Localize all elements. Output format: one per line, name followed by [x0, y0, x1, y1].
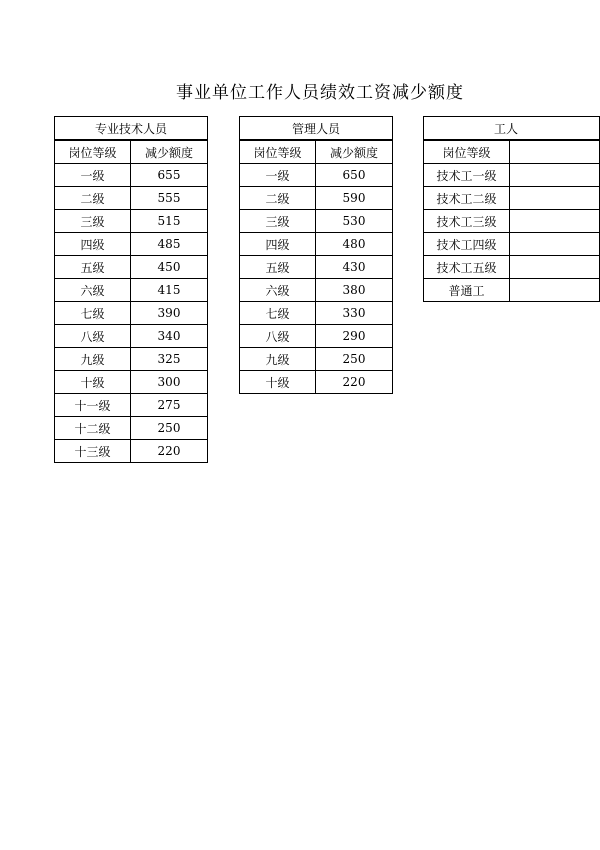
amount-cell: 450 — [131, 256, 208, 279]
table-row — [240, 164, 393, 187]
column-header-amount: 减少额度 — [316, 140, 393, 164]
table-row — [240, 279, 393, 302]
worker-table — [423, 116, 600, 302]
group-header-row — [424, 117, 600, 141]
table-row — [240, 210, 393, 233]
table-row — [240, 371, 393, 394]
amount-cell: 275 — [131, 394, 208, 417]
amount-cell: 655 — [131, 164, 208, 187]
column-header-level: 岗位等级 — [240, 140, 316, 164]
page-title: 事业单位工作人员绩效工资减少额度 — [176, 83, 464, 103]
column-header-level: 岗位等级 — [55, 140, 131, 164]
amount-cell: 330 — [316, 302, 393, 325]
level-cell: 十级 — [55, 371, 131, 394]
level-cell: 二级 — [240, 187, 316, 210]
amount-cell: 555 — [131, 187, 208, 210]
amount-cell — [510, 187, 600, 210]
column-header-level: 岗位等级 — [424, 140, 510, 164]
table-row — [55, 348, 208, 371]
column-header-row — [240, 140, 393, 164]
table-row — [424, 256, 600, 279]
table-row — [240, 256, 393, 279]
table-row — [240, 302, 393, 325]
amount-cell: 250 — [131, 417, 208, 440]
amount-cell: 390 — [131, 302, 208, 325]
level-cell: 六级 — [55, 279, 131, 302]
level-cell: 技术工二级 — [424, 187, 510, 210]
level-cell: 三级 — [240, 210, 316, 233]
level-cell: 七级 — [240, 302, 316, 325]
level-cell: 一级 — [55, 164, 131, 187]
table-row — [55, 417, 208, 440]
level-cell: 四级 — [240, 233, 316, 256]
column-header-amount: 减少额度 — [131, 140, 208, 164]
amount-cell: 650 — [316, 164, 393, 187]
table-row — [424, 164, 600, 187]
amount-cell: 480 — [316, 233, 393, 256]
level-cell: 普通工 — [424, 279, 510, 302]
level-cell: 十级 — [240, 371, 316, 394]
table-row — [55, 279, 208, 302]
amount-cell: 590 — [316, 187, 393, 210]
amount-cell: 300 — [131, 371, 208, 394]
amount-cell — [510, 256, 600, 279]
level-cell: 五级 — [240, 256, 316, 279]
amount-cell: 325 — [131, 348, 208, 371]
level-cell: 八级 — [240, 325, 316, 348]
amount-cell: 380 — [316, 279, 393, 302]
group-header-row — [55, 117, 208, 141]
table-row — [424, 187, 600, 210]
table-row — [240, 348, 393, 371]
group-header: 工人 — [424, 117, 600, 141]
column-header-amount — [510, 140, 600, 164]
table-row — [55, 256, 208, 279]
table-row — [424, 279, 600, 302]
table-row — [55, 187, 208, 210]
tech-table — [54, 116, 208, 463]
table-row — [55, 440, 208, 463]
table-row — [424, 210, 600, 233]
table-row — [55, 233, 208, 256]
amount-cell: 220 — [316, 371, 393, 394]
level-cell: 十一级 — [55, 394, 131, 417]
table-row — [55, 394, 208, 417]
amount-cell: 430 — [316, 256, 393, 279]
amount-cell — [510, 233, 600, 256]
level-cell: 技术工一级 — [424, 164, 510, 187]
amount-cell — [510, 210, 600, 233]
table-row — [55, 302, 208, 325]
group-header-row — [240, 117, 393, 141]
level-cell: 技术工五级 — [424, 256, 510, 279]
table-row — [55, 164, 208, 187]
table-row — [240, 325, 393, 348]
amount-cell: 515 — [131, 210, 208, 233]
level-cell: 五级 — [55, 256, 131, 279]
level-cell: 十三级 — [55, 440, 131, 463]
amount-cell: 220 — [131, 440, 208, 463]
table-row — [240, 187, 393, 210]
column-header-row — [424, 140, 600, 164]
table-row — [240, 233, 393, 256]
level-cell: 一级 — [240, 164, 316, 187]
table-row — [55, 371, 208, 394]
group-header: 管理人员 — [240, 117, 393, 141]
column-header-row — [55, 140, 208, 164]
level-cell: 二级 — [55, 187, 131, 210]
amount-cell: 530 — [316, 210, 393, 233]
amount-cell: 250 — [316, 348, 393, 371]
amount-cell: 290 — [316, 325, 393, 348]
level-cell: 九级 — [240, 348, 316, 371]
group-header: 专业技术人员 — [55, 117, 208, 141]
level-cell: 技术工四级 — [424, 233, 510, 256]
amount-cell — [510, 279, 600, 302]
level-cell: 十二级 — [55, 417, 131, 440]
amount-cell — [510, 164, 600, 187]
table-row — [55, 210, 208, 233]
amount-cell: 415 — [131, 279, 208, 302]
level-cell: 三级 — [55, 210, 131, 233]
level-cell: 七级 — [55, 302, 131, 325]
level-cell: 九级 — [55, 348, 131, 371]
amount-cell: 340 — [131, 325, 208, 348]
level-cell: 技术工三级 — [424, 210, 510, 233]
level-cell: 八级 — [55, 325, 131, 348]
worker-table-clip — [423, 116, 600, 316]
table-row — [424, 233, 600, 256]
level-cell: 六级 — [240, 279, 316, 302]
amount-cell: 485 — [131, 233, 208, 256]
mgmt-table — [239, 116, 393, 394]
level-cell: 四级 — [55, 233, 131, 256]
table-row — [55, 325, 208, 348]
